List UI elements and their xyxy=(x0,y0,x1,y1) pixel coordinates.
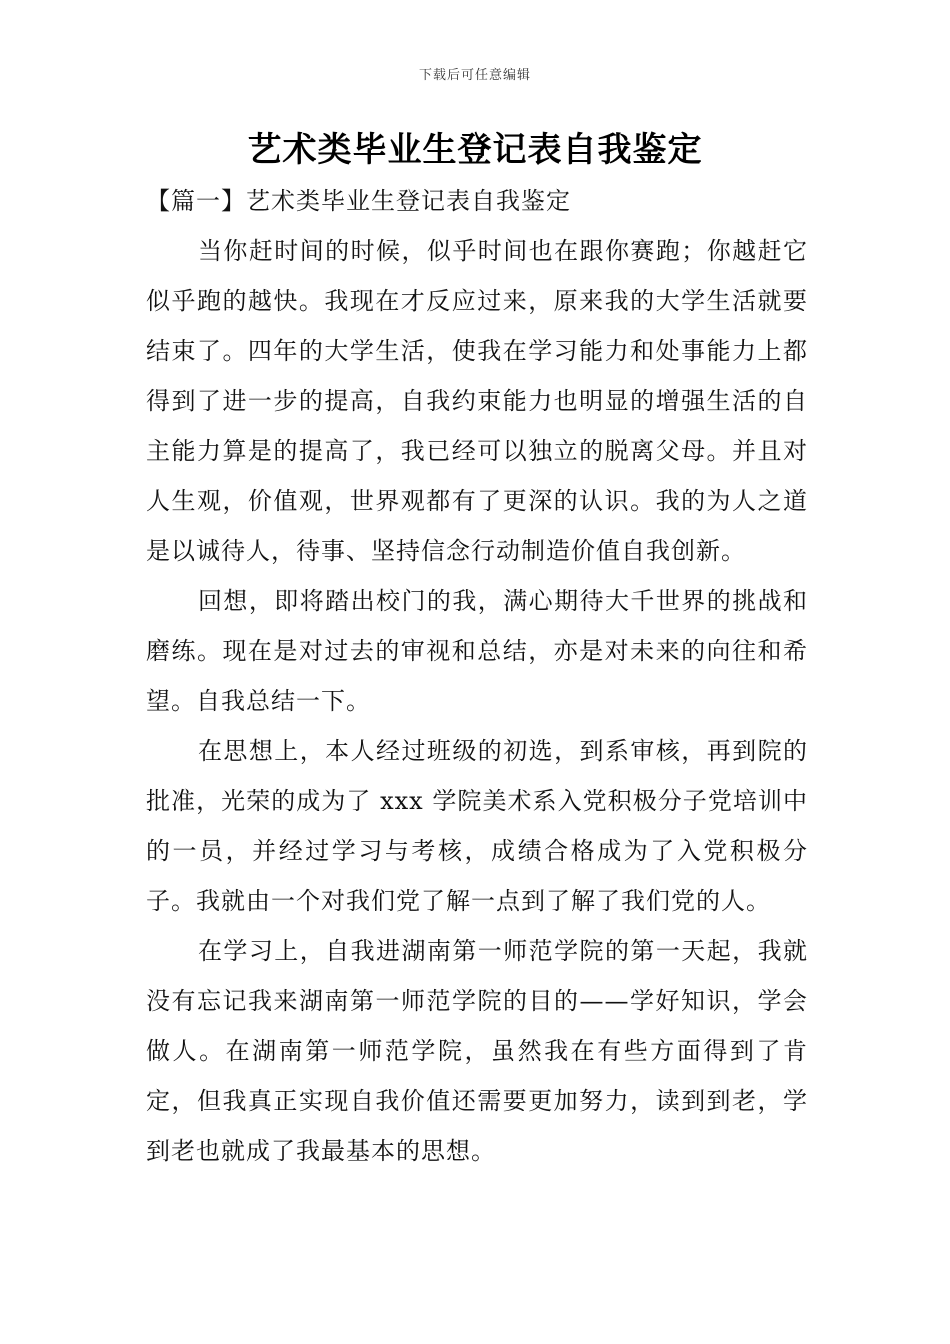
section-heading: 【篇一】艺术类毕业生登记表自我鉴定 xyxy=(146,187,571,215)
header-note: 下载后可任意编辑 xyxy=(418,68,531,83)
paragraph-3: 在思想上，本人经过班级的初选，到系审核，再到院的批准，光荣的成为了 xxx 学院美术系入党积极分子党培训中的一员，并经过学习与考核，成绩合格成为了入党积极分子。我就由一个对我们党了解一点到了解了我们党的人。 xyxy=(146,737,808,915)
paragraph-1: 当你赶时间的时候，似乎时间也在跟你赛跑；你越赶它似乎跑的越快。我现在才反应过来，原来我的大学生活就要结束了。四年的大学生活，使我在学习能力和处事能力上都得到了进一步的提高，自我约束能力也明显的增强生活的自主能力算是的提高了，我已经可以独立的脱离父母。并且对人生观，价值观，世界观都有了更深的认识。我的为人之道是以诚待人，待事、坚持信念行动制造价值自我创新。 xyxy=(146,237,808,565)
document-title: 艺术类毕业生登记表自我鉴定 xyxy=(247,130,703,170)
paragraph-4: 在学习上，自我进湖南第一师范学院的第一天起，我就没有忘记我来湖南第一师范学院的目的——学好知识，学会做人。在湖南第一师范学院，虽然我在有些方面得到了肯定，但我真正实现自我价值还需要更加努力，读到到老，学到老也就成了我最基本的思想。 xyxy=(146,937,808,1165)
paragraph-2: 回想，即将踏出校门的我，满心期待大千世界的挑战和磨练。现在是对过去的审视和总结，亦是对未来的向往和希望。自我总结一下。 xyxy=(146,587,808,715)
document-body xyxy=(146,176,808,1176)
